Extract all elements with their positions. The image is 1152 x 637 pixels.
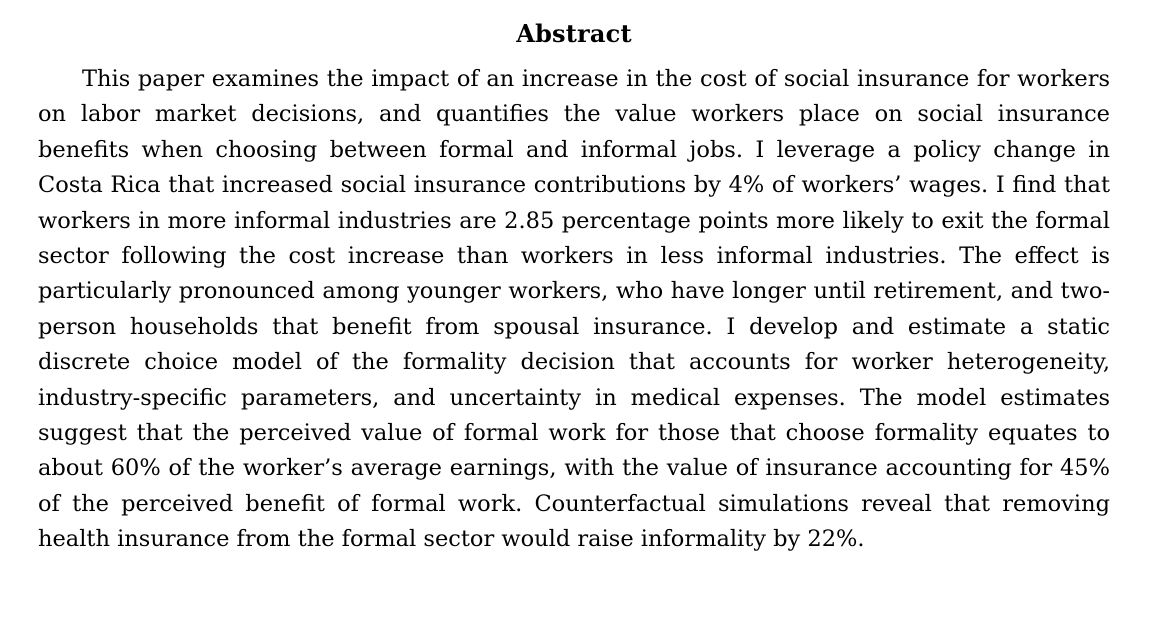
abstract-heading: Abstract	[516, 19, 632, 48]
abstract-section	[38, 18, 1110, 558]
abstract-body: This paper examines the impact of an increase in the cost of social insurance for workers on labor market decisions, and quantifies the value workers place on social insurance benefits when choosing between formal and informal jobs. I leverage a policy change in Costa Rica that increased social insurance contributions by 4% of workers’ wages. I find that workers in more informal industries are 2.85 percentage points more likely to exit the formal sector following the cost increase than workers in less informal industries. The effect is particularly pronounced among younger workers, who have longer until retirement, and two-person households that benefit from spousal insurance. I develop and estimate a static discrete choice model of the formality decision that accounts for worker heterogeneity, industry-specific parameters, and uncertainty in medical expenses. The model estimates suggest that the perceived value of formal work for those that choose formality equates to about 60% of the worker’s average earnings, with the value of insurance accounting for 45% of the perceived benefit of formal work. Counterfactual simulations reveal that removing health insurance from the formal sector would raise informality by 22%.	[38, 66, 1110, 553]
